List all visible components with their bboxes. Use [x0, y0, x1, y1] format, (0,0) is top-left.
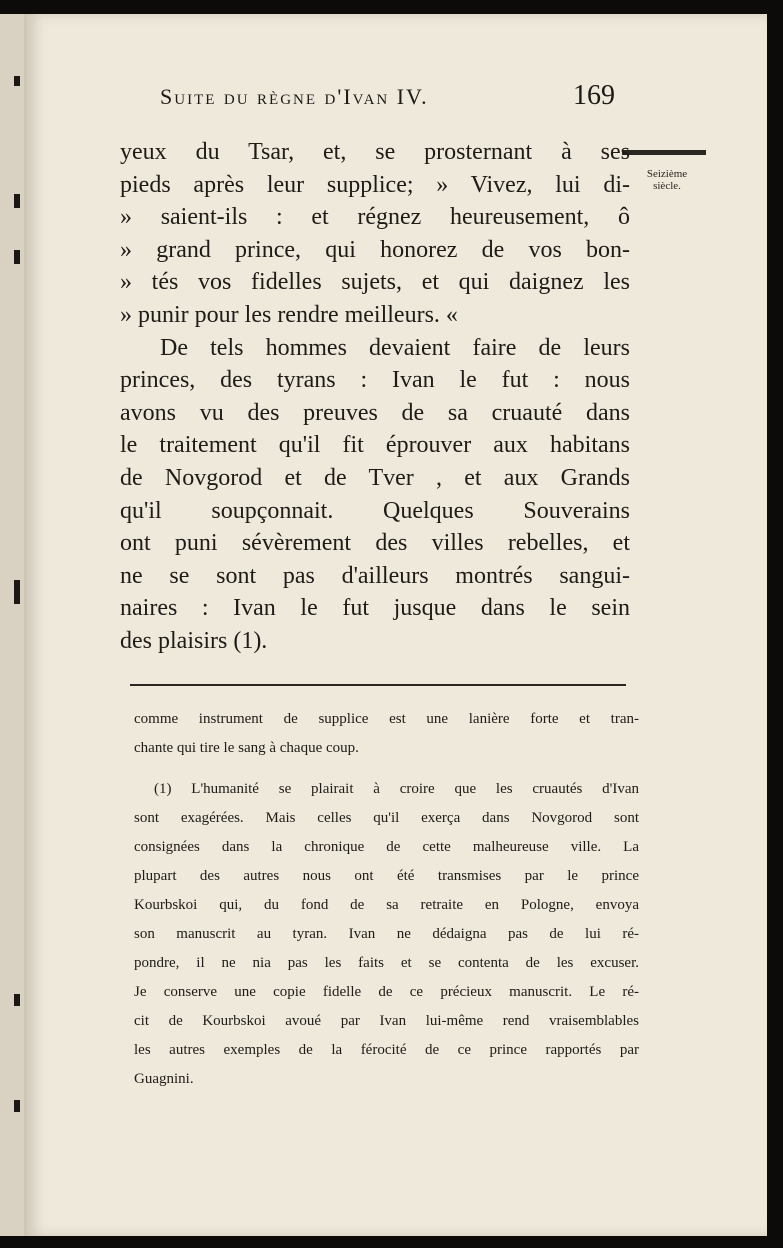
body-line: » punir pour les rendre meilleurs. « [120, 301, 458, 328]
body-text [120, 136, 630, 658]
margin-note-line: Seizième [646, 168, 688, 180]
spine-stitch-mark [14, 1100, 20, 1112]
book-spine [0, 14, 25, 1236]
spine-stitch-mark [14, 250, 20, 264]
margin-note [632, 168, 702, 192]
footnote-1 [134, 775, 639, 1094]
body-line: avons vu des preuves de sa cruauté dans [120, 399, 630, 426]
footnote-line: Je conserve une copie fidelle de ce précieux manuscrit. Le ré- [134, 984, 639, 1000]
body-line: » saient-ils : et régnez heureusement, ô [120, 204, 630, 231]
body-line: » tés vos fidelles sujets, et qui daignez les [120, 269, 630, 296]
running-head: Suite du règne d'Ivan IV. [160, 84, 429, 109]
footnote-line: comme instrument de supplice est une lanière forte et tran- [134, 711, 639, 727]
footnote-line: chante qui tire le sang à chaque coup. [134, 740, 359, 756]
footnote-line: pondre, il ne nia pas les faits et se contenta de les excuser. [134, 955, 639, 971]
footnote-line: les autres exemples de la férocité de ce prince rapportés par [134, 1042, 639, 1058]
body-line: de Novgorod et de Tver , et aux Grands [120, 464, 630, 491]
footnote-line: son manuscrit au tyran. Ivan ne dédaigna pas de lui ré- [134, 926, 639, 942]
footnote-line: consignées dans la chronique de cette malheureuse ville. La [134, 839, 639, 855]
body-line: ont puni sévèrement des villes rebelles, et [120, 530, 630, 557]
body-line: naires : Ivan le fut jusque dans le sein [120, 595, 630, 622]
footnote-line: (1) L'humanité se plairait à croire que les cruautés d'Ivan [154, 781, 639, 797]
footnotes [134, 705, 639, 1106]
body-line: pieds après leur supplice; » Vivez, lui di- [120, 171, 630, 198]
footnote-line: plupart des autres nous ont été transmises par le prince [134, 868, 639, 884]
footnote-line: Guagnini. [134, 1071, 194, 1087]
footnote-line: Kourbskoi qui, du fond de sa retraite en Pologne, envoya [134, 897, 639, 913]
body-line: qu'il soupçonnait. Quelques Souverains [120, 497, 630, 524]
body-line: des plaisirs (1). [120, 627, 268, 654]
body-line: yeux du Tsar, et, se prosternant à ses [120, 139, 630, 165]
body-line: princes, des tyrans : Ivan le fut : nous [120, 367, 630, 394]
body-line: De tels hommes devaient faire de leurs [160, 334, 630, 361]
spine-stitch-mark [14, 194, 20, 208]
footnote-line: sont exagérées. Mais celles qu'il exerça dans Novgorod sont [134, 810, 639, 826]
spine-stitch-mark [14, 76, 20, 86]
body-line: ne se sont pas d'ailleurs montrés sangui- [120, 562, 630, 589]
page-number: 169 [573, 80, 615, 111]
margin-note-line: siècle. [653, 180, 681, 192]
body-line: » grand prince, qui honorez de vos bon- [120, 236, 630, 263]
body-line: le traitement qu'il fit éprouver aux habitans [120, 432, 630, 459]
spine-stitch-mark [14, 994, 20, 1006]
footnote-continued [134, 705, 639, 763]
footnote-rule [130, 684, 626, 686]
spine-stitch-mark [14, 580, 20, 604]
margin-rule [622, 150, 706, 155]
footnote-line: cit de Kourbskoi avoué par Ivan lui-même rend vraisemblables [134, 1013, 639, 1029]
